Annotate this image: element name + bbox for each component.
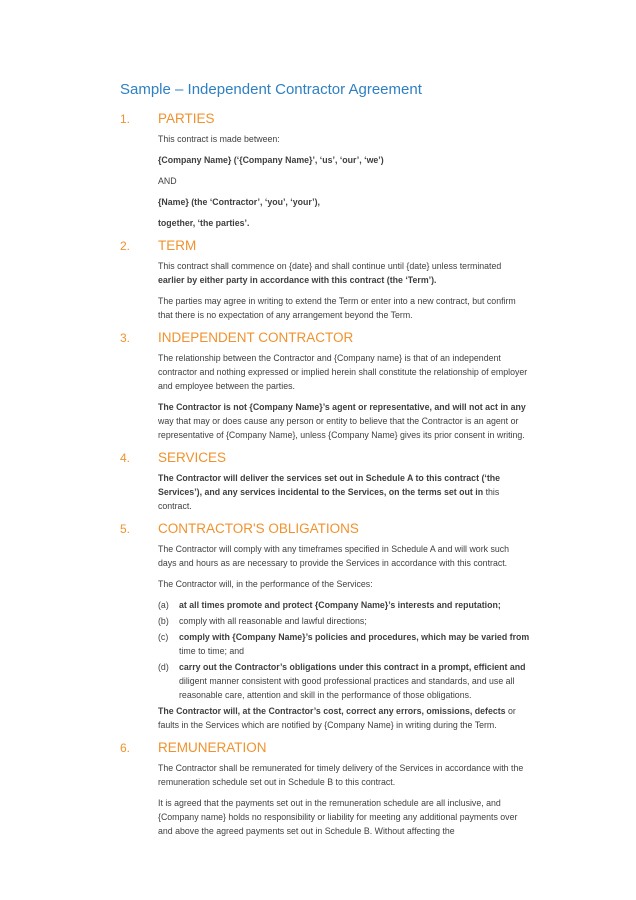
paragraph-text xyxy=(158,351,530,393)
list-item xyxy=(158,598,530,612)
section-body xyxy=(158,761,530,838)
section-body xyxy=(158,351,530,442)
paragraph xyxy=(158,400,530,442)
text-run-bold: carry out the Contractor’s obligations under this contract in a prompt, efficient and xyxy=(179,662,526,672)
text-run: This contract is made between: xyxy=(158,134,280,144)
paragraph xyxy=(158,132,530,146)
list-item xyxy=(158,660,530,702)
paragraph-text xyxy=(179,630,530,658)
text-run-bold: The Contractor will deliver the services set out in Schedule A to this contract (‘the Services’), and any services incidental to the Services, on the terms set out in xyxy=(158,473,501,497)
list-marker: (b) xyxy=(158,616,169,626)
section-number: 3. xyxy=(120,331,131,345)
paragraph-text xyxy=(158,132,530,146)
paragraph-text xyxy=(179,614,367,628)
section-heading-row xyxy=(120,521,636,537)
paragraph-text xyxy=(158,259,530,287)
text-run-bold: comply with {Company Name}’s policies and procedures, which may be varied from xyxy=(179,632,530,642)
text-run-bold: {Name} (the ‘Contractor’, ‘you’, ‘your’), xyxy=(158,197,320,207)
section-heading: REMUNERATION xyxy=(158,740,267,755)
section-heading-row xyxy=(120,111,636,127)
contract-section xyxy=(120,238,636,322)
section-heading: CONTRACTOR'S OBLIGATIONS xyxy=(158,521,359,536)
sections-container xyxy=(120,111,636,838)
paragraph xyxy=(158,195,530,209)
text-run: The relationship between the Contractor and {Company name} is that of an independent contractor and nothing expressed or implied herein shall constitute the relationship of employer and employee between the parties. xyxy=(158,353,528,391)
text-run-bold: at all times promote and protect {Company Name}’s interests and reputation; xyxy=(179,600,501,610)
section-number: 2. xyxy=(120,239,131,253)
list-item xyxy=(158,614,530,628)
contract-section xyxy=(120,111,636,230)
text-run: This contract shall commence on {date} and shall continue until {date} unless terminated xyxy=(158,261,502,271)
text-run-bold: The Contractor will, at the Contractor’s cost, correct any errors, omissions, defects xyxy=(158,706,509,716)
section-number: 6. xyxy=(120,741,131,755)
text-run: The Contractor will comply with any timeframes specified in Schedule A and will work such days and hours as are necessary to provide the Services in accordance with this contract. xyxy=(158,544,510,568)
document-title: Sample – Independent Contractor Agreement xyxy=(120,81,422,98)
text-run-bold: The Contractor is not {Company Name}’s agent or representative, and will not act in any xyxy=(158,402,526,412)
paragraph-text xyxy=(179,598,501,612)
paragraph-text xyxy=(158,400,530,442)
paragraph xyxy=(158,153,530,167)
section-body xyxy=(158,132,530,230)
text-run: this contract. xyxy=(158,487,500,511)
section-body xyxy=(158,259,530,322)
paragraph-text xyxy=(179,660,530,702)
paragraph xyxy=(158,761,530,789)
paragraph-text xyxy=(158,796,530,838)
paragraph-text xyxy=(158,216,530,230)
section-heading: SERVICES xyxy=(158,450,227,465)
text-run-bold: {Company Name} (‘{Company Name}’, ‘us’, ‘our’, ‘we’) xyxy=(158,155,384,165)
contract-section xyxy=(120,740,636,838)
paragraph-text xyxy=(158,195,530,209)
paragraph xyxy=(158,174,530,188)
paragraph-text xyxy=(158,542,530,570)
section-number: 1. xyxy=(120,112,131,126)
paragraph-text xyxy=(158,761,530,789)
paragraph-text xyxy=(158,294,530,322)
text-run: The parties may agree in writing to extend the Term or enter into a new contract, but confirm that there is no expectation of any arrangement beyond the Term. xyxy=(158,296,516,320)
paragraph xyxy=(158,216,530,230)
text-run: diligent manner consistent with good professional practices and standards, and use all reasonable care, attention and skill in the performance of those obligations. xyxy=(179,676,515,700)
text-run: The Contractor shall be remunerated for timely delivery of the Services in accordance with the remuneration schedule set out in Schedule B to this contract. xyxy=(158,763,524,787)
section-heading: PARTIES xyxy=(158,111,215,126)
section-heading-row xyxy=(120,238,636,254)
list-marker: (a) xyxy=(158,600,169,610)
paragraph-text xyxy=(158,153,530,167)
section-body xyxy=(158,471,530,513)
paragraph xyxy=(158,351,530,393)
section-heading-row xyxy=(120,450,636,466)
text-run: The Contractor will, in the performance of the Services: xyxy=(158,579,373,589)
section-heading-row xyxy=(120,330,636,346)
text-run: AND xyxy=(158,176,177,186)
paragraph xyxy=(158,259,530,287)
section-heading-row xyxy=(120,740,636,756)
paragraph-text xyxy=(158,577,530,591)
list-item xyxy=(158,630,530,658)
list-marker: (c) xyxy=(158,632,169,642)
text-run-bold: together, ‘the parties’. xyxy=(158,218,250,228)
text-run: or faults in the Services which are notified by {Company Name} in writing during the Term. xyxy=(158,706,516,730)
paragraph xyxy=(158,577,530,591)
section-number: 4. xyxy=(120,451,131,465)
text-run: time to time; and xyxy=(179,646,245,656)
text-run: comply with all reasonable and lawful directions; xyxy=(179,616,367,626)
paragraph-text xyxy=(158,471,530,513)
paragraph xyxy=(158,294,530,322)
paragraph xyxy=(158,542,530,570)
contract-section xyxy=(120,330,636,442)
paragraph xyxy=(158,796,530,838)
section-number: 5. xyxy=(120,522,131,536)
paragraph-text xyxy=(158,174,530,188)
text-run-bold: earlier by either party in accordance with this contract (the ‘Term’). xyxy=(158,275,437,285)
contract-section xyxy=(120,521,636,732)
paragraph xyxy=(158,704,530,732)
list-marker: (d) xyxy=(158,662,169,672)
paragraph xyxy=(158,471,530,513)
section-body xyxy=(158,542,530,732)
contract-section xyxy=(120,450,636,513)
text-run: way that may or does cause any person or entity to believe that the Contractor is an agent or representative of {Company Name}, unless {Company Name} gives its prior consent in writing. xyxy=(158,416,525,440)
section-heading: TERM xyxy=(158,238,197,253)
paragraph-text xyxy=(158,704,530,732)
text-run: It is agreed that the payments set out in the remuneration schedule are all inclusive, and {Company name} holds no responsibility or liability for meeting any additional payments over and above the agreed payments set out in Schedule B. Without affecting the xyxy=(158,798,518,836)
section-heading: INDEPENDENT CONTRACTOR xyxy=(158,330,354,345)
